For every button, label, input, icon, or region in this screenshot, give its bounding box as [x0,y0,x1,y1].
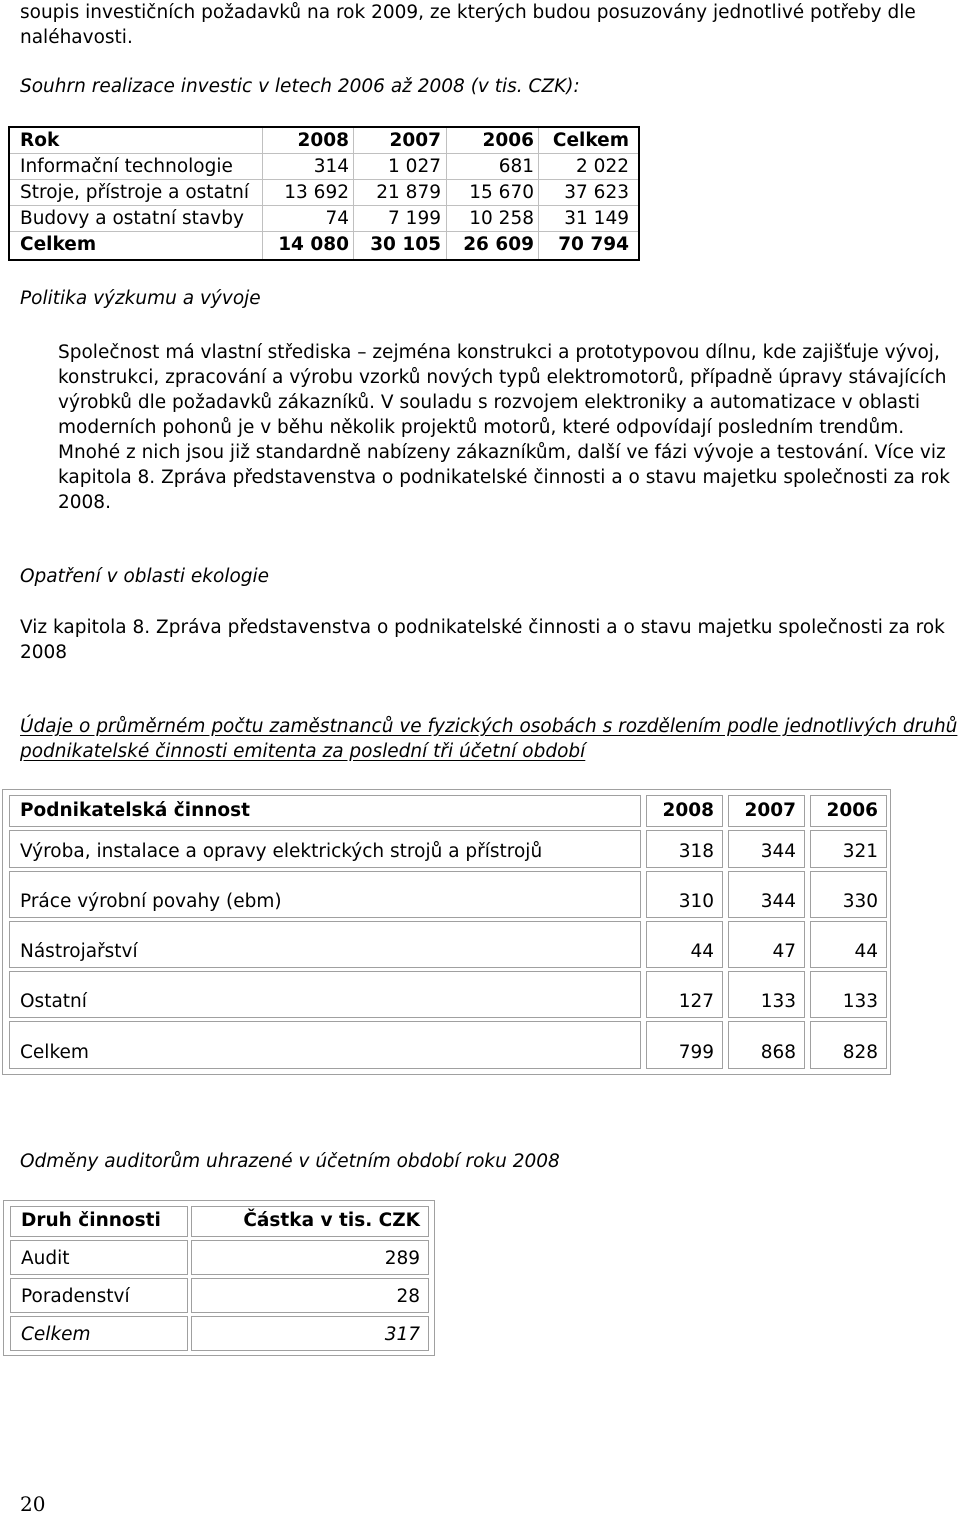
table-cell [646,971,723,1018]
row-label: Informační technologie [20,156,233,177]
table-header-cell [10,1206,188,1237]
table-cell [810,830,887,868]
table-cell [728,1021,805,1069]
table-cell [646,830,723,868]
value-2006: 44 [854,941,878,962]
table-row [10,180,638,206]
table-row [10,1278,188,1313]
table-row [9,921,641,968]
research-line: výrobků dle požadavků zákazníků. V souladu s rozvojem elektroniky a automatizace v oblasti [58,392,921,413]
table-cell [191,1240,429,1275]
header-total: Celkem [552,130,629,151]
activity-label: Ostatní [20,991,87,1012]
header-2007: 2007 [744,800,796,821]
amount-total: 317 [384,1324,420,1345]
cell-value: 7 199 [388,208,441,229]
header-2006: 2006 [482,130,534,151]
total-label: Celkem [20,234,97,255]
employees-table [2,789,891,1075]
table-cell [810,871,887,918]
employees-heading-line-1: Údaje o průměrném počtu zaměstnanců ve fyzických osobách s rozdělením podle jednotlivých druhů [20,716,958,737]
page-number: 20 [20,1492,46,1516]
amount: 28 [396,1286,420,1307]
ecology-heading: Opatření v oblasti ekologie [20,566,270,587]
ecology-line-2: 2008 [20,642,68,663]
research-line: 2008. [58,492,111,513]
row-label: Budovy a ostatní stavby [20,208,244,229]
table-header-cell [810,795,887,827]
amount: 289 [384,1248,420,1269]
value-2008: 310 [678,891,714,912]
auditors-table [3,1200,435,1356]
investment-heading: Souhrn realizace investic v letech 2006 až 2008 (v tis. CZK): [20,76,580,97]
cell-value: 74 [325,208,349,229]
total-value: 26 609 [463,234,534,255]
intro-line-2: naléhavosti. [20,27,133,48]
value-2008: 318 [678,841,714,862]
table-cell [646,1021,723,1069]
table-row [10,206,638,232]
research-line: kapitola 8. Zpráva představenstva o podnikatelské činnosti a o stavu majetku společnosti za rok [58,467,950,488]
header-activity-type: Druh činnosti [21,1210,161,1231]
header-2006: 2006 [826,800,878,821]
value-2007: 344 [760,891,796,912]
ecology-line-1: Viz kapitola 8. Zpráva představenstva o podnikatelské činnosti a o stavu majetku společnosti za rok [20,617,945,638]
research-heading: Politika výzkumu a vývoje [20,288,261,309]
activity-label: Práce výrobní povahy (ebm) [20,891,282,912]
investment-total-row [10,232,638,258]
table-cell [728,871,805,918]
cell-value: 31 149 [564,208,629,229]
research-line: Společnost má vlastní střediska – zejména konstrukci a prototypovou dílnu, kde zajišťuje vývoj, [58,342,940,363]
header-year: Rok [20,130,60,151]
cell-value: 2 022 [576,156,629,177]
header-amount: Částka v tis. CZK [243,1210,420,1231]
header-2007: 2007 [389,130,441,151]
row-label: Stroje, přístroje a ostatní [20,182,249,203]
total-value: 70 794 [558,234,629,255]
table-header-cell [728,795,805,827]
table-row [9,871,641,918]
header-activity: Podnikatelská činnost [20,800,250,821]
cell-value: 314 [313,156,349,177]
table-header-cell [646,795,723,827]
table-cell [728,971,805,1018]
activity-type: Poradenství [21,1286,130,1307]
table-cell [810,971,887,1018]
table-cell [191,1316,429,1351]
table-cell [646,871,723,918]
research-line: moderních pohonů je v běhu několik projektů motorů, které odpovídají posledním trendům. [58,417,905,438]
cell-value: 21 879 [376,182,441,203]
cell-value: 13 692 [284,182,349,203]
cell-value: 37 623 [564,182,629,203]
value-2008: 127 [678,991,714,1012]
value-2007: 133 [760,991,796,1012]
investment-header-row [10,128,638,154]
header-2008: 2008 [297,130,349,151]
value-2008: 799 [678,1042,714,1063]
activity-label: Výroba, instalace a opravy elektrických strojů a přístrojů [20,841,543,862]
value-2007: 344 [760,841,796,862]
activity-label: Celkem [20,1042,89,1063]
table-cell [191,1278,429,1313]
research-line: konstrukci, zpracování a výrobu vzorků nových typů elektromotorů, případně úpravy stávajících [58,367,947,388]
cell-value: 10 258 [469,208,534,229]
activity-type-total: Celkem [21,1324,91,1345]
value-2008: 44 [690,941,714,962]
employees-heading-line-2: podnikatelské činnosti emitenta za poslední tři účetní období [20,741,586,762]
table-cell [810,921,887,968]
table-row [9,830,641,868]
value-2007: 47 [772,941,796,962]
investment-table [8,126,640,261]
value-2007: 868 [760,1042,796,1063]
research-line: Mnohé z nich jsou již standardně nabízeny zákazníkům, další ve fázi vývoje a testování. Více viz [58,442,946,463]
table-row [10,1316,188,1351]
value-2006: 133 [842,991,878,1012]
total-value: 14 080 [278,234,349,255]
table-cell [728,921,805,968]
value-2006: 321 [842,841,878,862]
table-header-cell [191,1206,429,1237]
value-2006: 330 [842,891,878,912]
total-value: 30 105 [370,234,441,255]
header-2008: 2008 [662,800,714,821]
auditors-heading: Odměny auditorům uhrazené v účetním období roku 2008 [20,1151,560,1172]
activity-label: Nástrojařství [20,941,138,962]
table-row [9,1021,641,1069]
table-row [10,154,638,180]
value-2006: 828 [842,1042,878,1063]
table-cell [728,830,805,868]
cell-value: 1 027 [388,156,441,177]
table-cell [646,921,723,968]
table-row [10,1240,188,1275]
cell-value: 15 670 [469,182,534,203]
table-cell [810,1021,887,1069]
cell-value: 681 [498,156,534,177]
intro-line-1: soupis investičních požadavků na rok 2009, ze kterých budou posuzovány jednotlivé potřeby dle [20,2,916,23]
table-row [9,971,641,1018]
table-header-cell [9,795,641,827]
activity-type: Audit [21,1248,70,1269]
